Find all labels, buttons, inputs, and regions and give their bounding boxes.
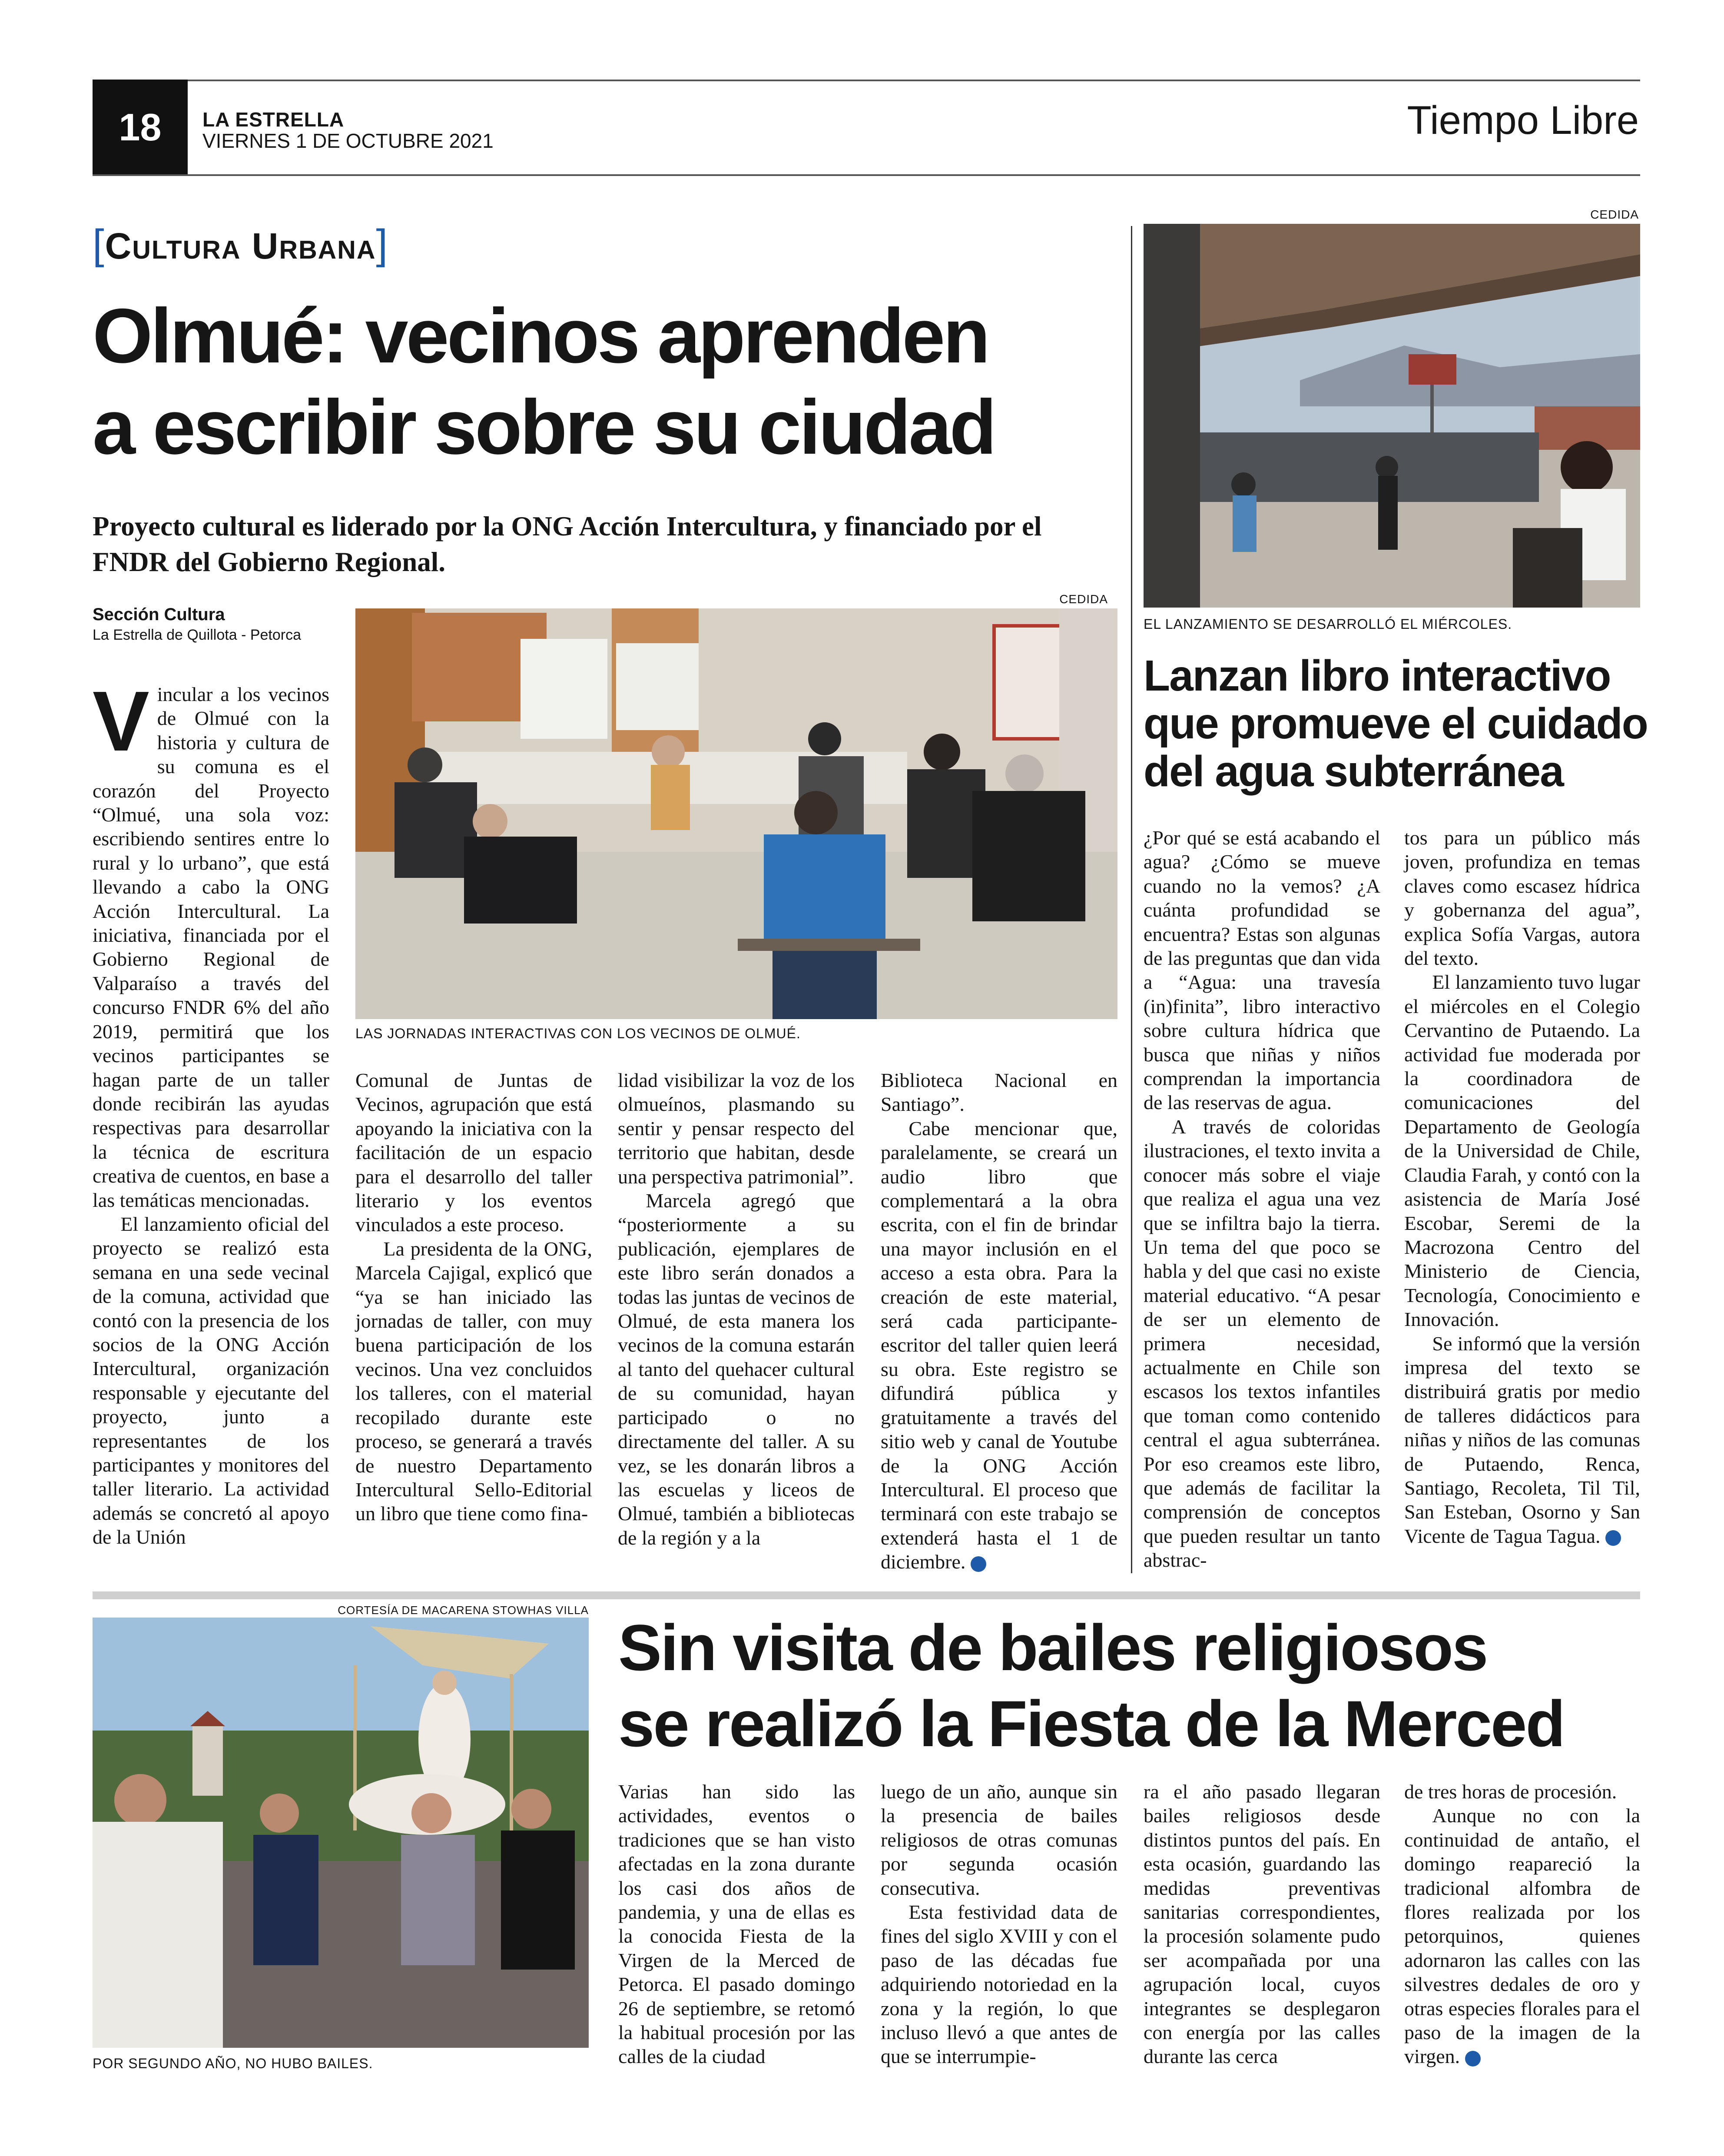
launch-illustration [1144,224,1640,608]
paragraph: Aunque no con la continuidad de antaño, el domingo reapareció la tradicional alfombra de flores realizada por los petorquinos, quienes adornaron las calles con las silvestres dedales de oro y otras especies florales para el paso de la imagen de la virgen. [1404,1804,1640,2068]
headline-line-1: Olmué: vecinos aprenden [93,292,988,379]
paragraph: El lanzamiento tuvo lugar el miércoles en el Colegio Cervantino de Putaendo. La actividad fue moderada por la coordinadora de comunicaciones del Departamento de Geología de la Universidad de Chile, Claudia Farah, y contó con la asistencia de María José Escobar, Seremi de la Macrozona Centro del Ministerio de Ciencia, Tecnología, Conocimiento e Innovación. [1404,971,1640,1331]
headline-line-2: a escribir sobre su ciudad [93,384,995,470]
end-of-article-icon: ✪ [1465,2051,1481,2066]
deck: Proyecto cultural es liderado por la ONG Acción Intercultura, y financiado por el FNDR del Gobierno Regional. [93,511,1042,577]
kicker-label: Cultura Urbana [105,226,376,266]
article-column-4 [881,1068,1117,1574]
article-column-2 [1404,826,1643,1548]
article-column-1 [618,1780,855,2069]
paragraph: ¿Por qué se está acabando el agua? ¿Cómo se mueve cuando no la vemos? ¿A cuánta profundidad se encuentra? Estas son algunas de las preguntas que dan vida a “Agua: una travesía (in)finita”, libro interactivo sobre cultura hídrica que busca que niñas y niños comprendan la importancia de las reservas de agua. [1144,827,1380,1114]
article-column-1 [93,674,329,1549]
procession-photo [93,1618,589,2048]
photo-caption: LAS JORNADAS INTERACTIVAS CON LOS VECINOS DE OLMUÉ. [355,1026,801,1041]
paragraph: Varias han sido las actividades, eventos o tradiciones que se han visto afectadas en la zona durante los casi dos años de pandemia, y una de ellas es la conocida Fiesta de la Virgen de la Merced de Petorca. El pasado domingo 26 de septiembre, se retomó la habitual procesión por las calles de la ciudad [618,1781,855,2068]
paragraph: Biblioteca Nacional en Santiago”. [881,1069,1117,1116]
launch-photo [1144,224,1640,608]
article-column-2 [355,1068,592,1526]
issue-date: VIERNES 1 DE OCTUBRE 2021 [202,130,494,152]
workshop-illustration [355,608,1117,1019]
paragraph: tos para un público más joven, profundiza en temas claves como escasez hídrica y gobernanza del agua”, explica Sofía Vargas, autora del texto. [1404,827,1640,970]
header-top-rule [93,80,1640,81]
paragraph: Esta festividad data de fines del siglo XVIII y con el paso de las décadas fue adquiriendo notoriedad en la zona y la región, lo que incluso llevó a que antes de que se interrumpie- [881,1901,1117,2068]
drop-cap: V [93,674,149,769]
header-bottom-rule [93,174,1640,176]
procession-illustration [93,1618,589,2048]
article-column-1 [1144,826,1380,1572]
article-column-4 [1404,1780,1640,2069]
photo-credit: CORTESÍA DE MACARENA STOWHAS VILLA [338,1604,589,1617]
paragraph: Marcela agregó que “posteriormente a su publicación, ejemplares de este libro serán donados a todas las juntas de vecinos de Olmué, de esta manera los vecinos de la comuna estarán al tanto del quehacer cultural de su comunidad, hayan participado o no directamente del taller. A su vez, se les donarán libros a las escuelas y liceos de Olmué, también a bibliotecas de la región y a la [618,1189,855,1549]
paragraph: Cabe mencionar que, paralelamente, se creará un audio libro que complementará a la obra escrita, con el fin de brindar una mayor inclusión en el acceso a esta obra. Para la creación de este material, será cada participante-escritor del taller quien leerá su obra. Este registro se difundirá pública y gratuitamente a través del sitio web y canal de Youtube de la ONG Acción Intercultural. El proceso que terminará con este trabajo se extenderá hasta el 1 de diciembre. [881,1117,1117,1573]
photo-caption: EL LANZAMIENTO SE DESARROLLÓ EL MIÉRCOLES. [1144,616,1512,632]
paragraph: luego de un año, aunque sin la presencia de bailes religiosos de otras comunas por segunda ocasión consecutiva. [881,1781,1117,1899]
photo-caption: POR SEGUNDO AÑO, NO HUBO BAILES. [93,2056,373,2071]
headline: Lanzan libro interactivo que promueve el cuidado del agua subterránea [1144,651,1648,796]
end-of-article-icon: ✪ [971,1556,986,1572]
article-column-3 [618,1068,855,1550]
paragraph: Se informó que la versión impresa del texto se distribuirá gratis por medio de talleres didácticos para niñas y niños de las comunas de Putaendo, Renca, Santiago, Recoleta, Til Til, San Esteban, Osorno y San Vicente de Tagua Tagua. [1404,1332,1640,1547]
byline: Sección Cultura [93,605,225,624]
paragraph: incular a los vecinos de Olmué con la historia y cultura de su comuna es el corazón del Proyecto “Olmué, una sola voz: escribiendo sentires entre lo rural y lo urbano”, que está llevando a cabo la ONG Acción Intercultural. La iniciativa, financiada por el Gobierno Regional de Valparaíso a través del concurso FNDR 6% del año 2019, permitirá que los vecinos participantes se hagan parte de un taller donde recibirán las ayudas respectivas para desarrollar la técnica de escritura creativa de cuentos, en base a las temáticas mencionadas. [93,683,329,1211]
newspaper-name: LA ESTRELLA [202,108,345,131]
paragraph: La presidenta de la ONG, Marcela Cajigal, explicó que “ya se han iniciado las jornadas de taller, con muy buena participación de los vecinos. Una vez concluidos los talleres, con el material recopilado durante este proceso, se generará a través de nuestro Departamento Intercultural Sello-Editorial un libro que tiene como fina- [355,1237,592,1525]
article-column-3 [1144,1780,1380,2069]
paragraph: ra el año pasado llegaran bailes religiosos desde distintos puntos del país. En esta ocasión, guardando las medidas preventivas sanitarias correspondientes, la procesión solamente pudo ser acompañada por una agrupación local, cuyos integrantes se desplegaron con energía por las calles durante las cerca [1144,1781,1380,2068]
headline-line-1: Sin visita de bailes religiosos [618,1611,1487,1684]
page-number: 18 [93,80,188,175]
kicker: [Cultura Urbana] [93,221,389,268]
photo-credit: CEDIDA [1059,592,1108,606]
section-title: Tiempo Libre [1407,98,1639,143]
paragraph: A través de coloridas ilustraciones, el texto invita a conocer más sobre el viaje que realiza el agua una vez que se infiltra bajo la tierra. Un tema del que poco se habla y del que casi no existe material educativo. “A pesar de ser un elemento de primera necesidad, actualmente en Chile son escasos los textos infantiles que toman como contenido central el agua subterránea. Por eso creamos este libro, que además de facilitar la comprensión de conceptos que pueden resultar un tanto abstrac- [1144,1115,1380,1571]
paragraph: lidad visibilizar la voz de los olmueínos, plasmando su sentir y pensar respecto del territorio que habitan, desde una perspectiva patrimonial”. [618,1069,855,1188]
paragraph: El lanzamiento oficial del proyecto se realizó esta semana en una sede vecinal de la comuna, actividad que contó con la presencia de los socios de la ONG Acción Intercultural, organización responsable y ejecutante del proyecto, junto a representantes de los participantes y monitores del taller literario. La actividad además se concretó al apoyo de la Unión [93,1213,329,1548]
paragraph: Comunal de Juntas de Vecinos, agrupación que está apoyando la iniciativa con la facilitación de un espacio para el desarrollo del taller literario y los eventos vinculados a este proceso. [355,1069,592,1236]
column-separator [1131,226,1132,1573]
photo-credit: CEDIDA [1590,208,1639,221]
end-of-article-icon: ✪ [1605,1530,1621,1546]
article-column-2 [881,1780,1117,2069]
paragraph: de tres horas de procesión. [1404,1781,1617,1803]
byline-source: La Estrella de Quillota - Petorca [93,627,302,643]
section-separator [93,1591,1640,1599]
workshop-photo [355,608,1117,1019]
headline-line-2: se realizó la Fiesta de la Merced [618,1687,1565,1760]
